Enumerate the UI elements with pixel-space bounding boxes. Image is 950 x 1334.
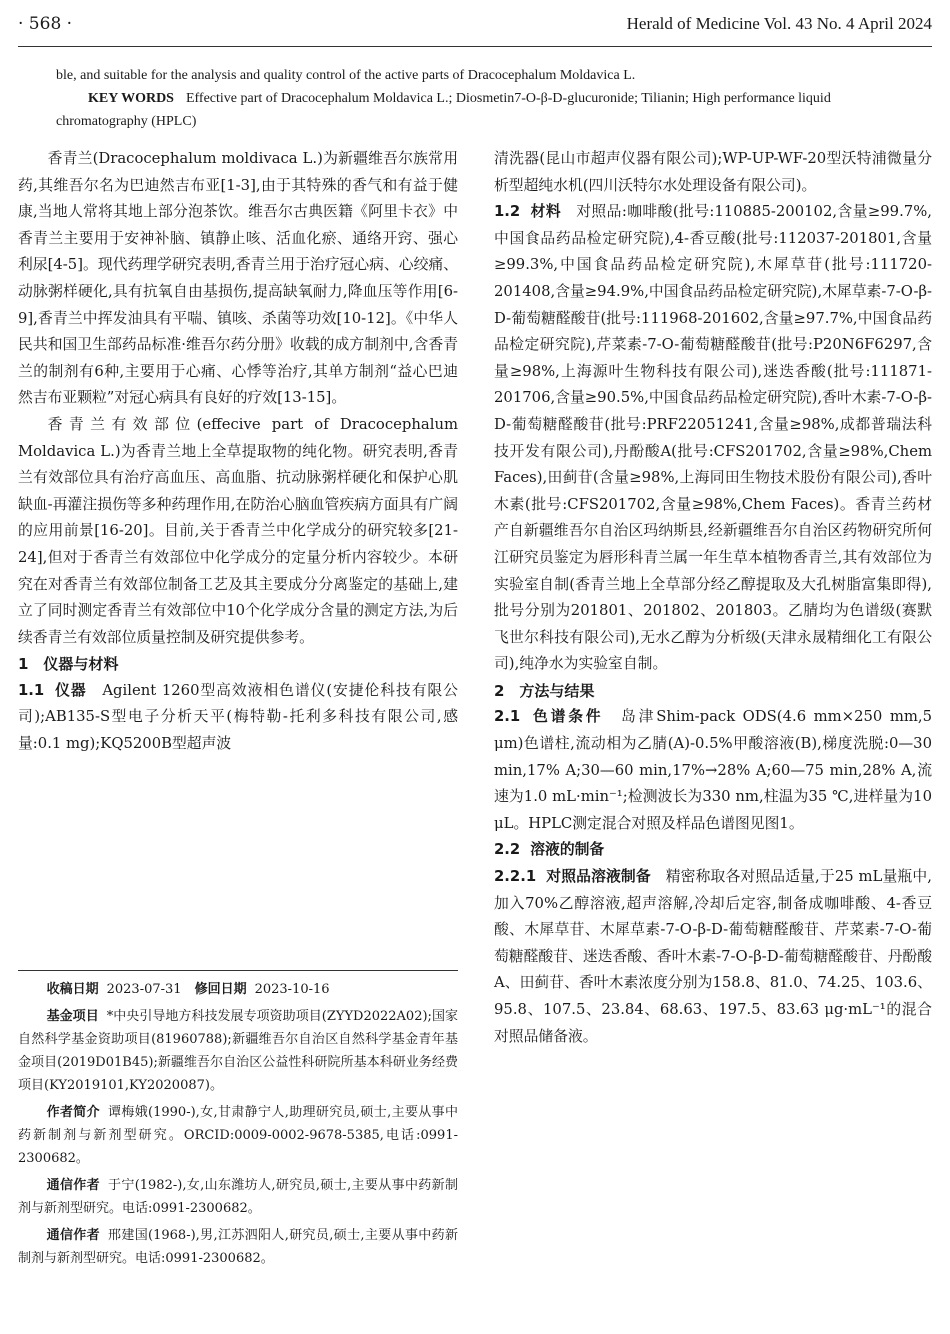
section-1-2-text: 对照品:咖啡酸(批号:110885-200102,含量≥99.7%,中国食品药品检定研究院),4-香豆酸(批号:112037-201801,含量≥99.3%,中国食品药品检定研究院),木犀草苷(批号:111720-201408,含量≥94.9%,中国食品药品检定研究院),木犀草素-7-O-β-D-葡萄糖醛酸苷(批号:111968-201602,含量≥97.7%,中国食品药品检定研究院),芹菜素-7-O-葡萄糖醛酸苷(批号:P20N6F6297,含量≥98%,上海源叶生物科技有限公司),迷迭香酸(批号:111871-201706,含量≥90.5%,中国食品药品检定研究院),香叶木素-7-O-β-D-葡萄糖醛酸苷(批号:PRF22051241,含量≥98%,成都普瑞法科技开发有限公司),丹酚酸A(批号:CFS201702,含量≥98%,Chem Faces),田蓟苷(含量≥98%,上海同田生物技术股份有限公司),香叶木素(批号:CFS201702,含量≥98%,Chem Faces)。香青兰药材产自新疆维吾尔自治区玛纳斯县,经新疆维吾尔自治区药物研究所何江研究员鉴定为唇形科青兰属一年生草本植物香青兰,其有效部位为实验室自制(香青兰地上全草部分经乙醇提取及大孔树脂富集即得),批号分别为201801、201802、201803。乙腈均为色谱级(赛默飞世尔科技有限公司),无水乙醇为分析级(天津永晟精细化工有限公司),纯净水为实验室自制。	[494, 203, 932, 673]
instrument-continuation: 清洗器(昆山市超声仪器有限公司);WP-UP-WF-20型沃特浦微量分析型超纯水机(四川沃特尔水处理设备有限公司)。	[494, 150, 932, 194]
section-2-2-title: 溶液的制备	[530, 841, 605, 859]
corresponding-label-2: 通信作者	[46, 1228, 100, 1243]
section-2-2-1-title: 对照品溶液制备	[546, 868, 651, 886]
section-2-2-1-text: 精密称取各对照品适量,于25 mL量瓶中,加入70%乙醇溶液,超声溶解,冷却后定容,制备成咖啡酸、4-香豆酸、木犀草苷、木犀草素-7-O-β-D-葡萄糖醛酸苷、芹菜素-7-O-葡萄糖醛酸苷、迷迭香酸、香叶木素-7-O-β-D-葡萄糖醛酸苷、丹酚酸A、田蓟苷、香叶木素浓度分别为158.8、81.0、74.25、103.6、95.8、107.5、23.84、68.63、197.5、83.63 μg·mL⁻¹的混合对照品储备液。	[494, 868, 932, 1045]
author-label: 作者简介	[46, 1105, 100, 1120]
section-2-1-text: 岛津Shim-pack ODS(4.6 mm×250 mm,5 μm)色谱柱,流动相为乙腈(A)-0.5%甲酸溶液(B),梯度洗脱:0—30 min,17% A;30—60 min,17%→28% A;60—75 min,28% A,流速为1.0 mL·min⁻¹;检测波长为330 nm,柱温为35 ℃,进样量为10 μL。HPLC测定混合对照及样品色谱图见图1。	[494, 708, 932, 832]
header-rule	[18, 46, 932, 47]
section-heading-1: 1 仪器与材料	[18, 655, 119, 674]
section-1-1-number: 1.1	[18, 681, 45, 699]
right-column	[494, 146, 932, 1050]
abstract-tail: ble, and suitable for the analysis and quality control of the active parts of Dracocephalum Moldavica L.	[56, 68, 636, 83]
keywords: Effective part of Dracocephalum Moldavica L.; Diosmetin7-O-β-D-glucuronide; Tilianin; High performance liquid chromatography (HPLC)	[56, 91, 831, 129]
running-header	[18, 14, 932, 44]
received-date: 2023-07-31	[106, 982, 182, 997]
journal-title: Herald of Medicine Vol. 43 No. 4 April 2024	[626, 14, 932, 33]
keywords-label: KEY WORDS	[88, 91, 174, 106]
section-2-2-number: 2.2	[494, 841, 521, 859]
received-label: 收稿日期	[46, 982, 99, 997]
fund-label: 基金项目	[46, 1009, 99, 1024]
corresponding-text-1: 于宁(1982-),女,山东潍坊人,研究员,硕士,主要从事中药新制剂与新剂型研究。电话:0991-2300682。	[18, 1178, 458, 1216]
section-1-2-title: 材料	[530, 203, 562, 221]
section-heading-2: 2 方法与结果	[494, 681, 595, 700]
footnotes	[18, 978, 458, 1274]
author-text: 谭梅娥(1990-),女,甘肃静宁人,助理研究员,硕士,主要从事中药新制剂与新剂型研究。ORCID:0009-0002-9678-5385,电话:0991-2300682。	[18, 1105, 458, 1166]
fund-text: *中央引导地方科技发展专项资助项目(ZYYD2022A02);国家自然科学基金资助项目(81960788);新疆维吾尔自治区自然科学基金青年基金项目(2019D01B45);新疆维吾尔自治区公益性科研院所基本科研业务经费项目(KY2019101,KY2020087)。	[18, 1009, 458, 1093]
page-number: · 568 ·	[18, 14, 73, 34]
section-2-1-title: 色谱条件	[530, 708, 604, 726]
section-2-2-1-number: 2.2.1	[494, 868, 537, 886]
footnote-rule	[18, 970, 458, 971]
revised-date: 2023-10-16	[254, 982, 330, 997]
corresponding-text-2: 邢建国(1968-),男,江苏泗阳人,研究员,硕士,主要从事中药新制剂与新剂型研究。电话:0991-2300682。	[18, 1228, 458, 1266]
section-1-2-number: 1.2	[494, 203, 521, 221]
section-1-1-title: 仪器	[54, 681, 87, 699]
intro-paragraph-2: 香青兰有效部位(effecive part of Dracocephalum Moldavica L.)为香青兰地上全草提取物的纯化物。研究表明,香青兰有效部位具有治疗高血压、高血脂、抗动脉粥样硬化和保护心肌缺血-再灌注损伤等多种药理作用,在防治心脑血管疾病方面具有广阔的应用前景[16-20]。目前,关于香青兰中化学成分的研究较多[21-24],但对于香青兰有效部位中化学成分的定量分析内容较少。本研究在对香青兰有效部位制备工艺及其主要成分分离鉴定的基础上,建立了同时测定香青兰有效部位中10个化学成分含量的测定方法,为后续香青兰有效部位质量控制及研究提供参考。	[18, 415, 458, 646]
corresponding-label-1: 通信作者	[46, 1178, 100, 1193]
section-2-1-number: 2.1	[494, 708, 521, 726]
left-column	[18, 146, 458, 758]
abstract	[56, 64, 912, 133]
revised-label: 修回日期	[194, 982, 247, 997]
intro-paragraph-1: 香青兰(Dracocephalum moldivaca L.)为新疆维吾尔族常用药,其维吾尔名为巴迪然吉布亚[1-3],由于其特殊的香气和有益于健康,当地人常将其地上部分泡茶饮。维吾尔古典医籍《阿里卡衣》中香青兰主要用于安神补脑、镇静止咳、活血化瘀、通络开窍、强心利尿[4-5]。现代药理学研究表明,香青兰用于治疗冠心病、心绞痛、动脉粥样硬化,具有抗氧自由基损伤,提高缺氧耐力,降血压等作用[6-9],香青兰中挥发油具有平喘、镇咳、杀菌等功效[10-12]。《中华人民共和国卫生部药品标准·维吾尔药分册》收载的成方制剂中,含香青兰的制剂有6种,主要用于心痛、心悸等治疗,其单方制剂“益心巴迪然吉布亚颗粒”对冠心病具有良好的疗效[13-15]。	[18, 150, 458, 407]
section-1-1-text: Agilent 1260型高效液相色谱仪(安捷伦科技有限公司);AB135-S型电子分析天平(梅特勒-托利多科技有限公司,感量:0.1 mg);KQ5200B型超声波	[18, 681, 458, 753]
